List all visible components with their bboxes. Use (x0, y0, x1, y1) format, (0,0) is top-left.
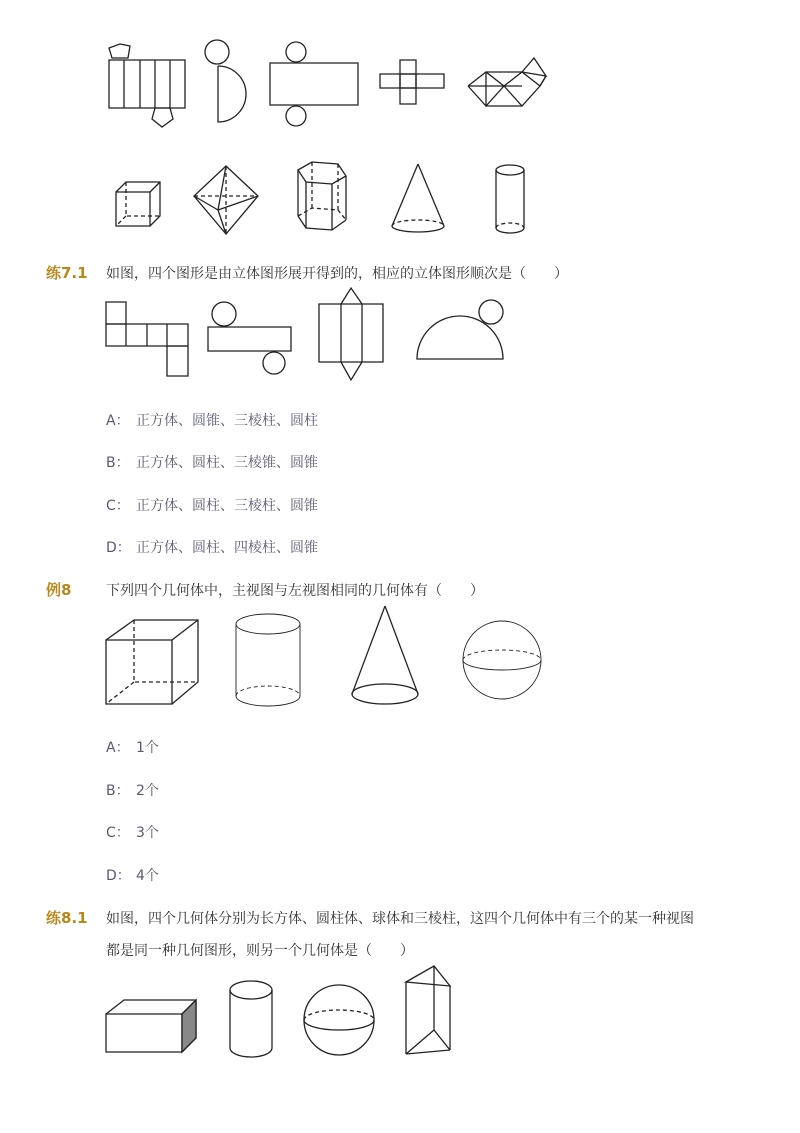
option-text: 4个 (136, 868, 159, 884)
option-key: D： (106, 868, 131, 884)
option-text: 正方体、圆柱、三棱柱、圆锥 (136, 498, 318, 514)
octahedron-solid (194, 166, 258, 234)
option-key: D： (106, 540, 131, 556)
exercise-8-1-label: 练8.1 (46, 909, 88, 927)
nets-figure-row-top (100, 36, 560, 128)
pentagonal-prism-net (109, 44, 185, 127)
option-key: C： (106, 825, 130, 841)
triangular-prism-net (319, 288, 383, 380)
cone-solid-2 (352, 606, 418, 704)
sphere-solid-2 (304, 985, 374, 1055)
sphere-solid (463, 621, 541, 699)
example-8-option-d[interactable] (106, 865, 159, 885)
cylinder-solid (496, 165, 524, 233)
solids-figure-row-top (100, 158, 540, 238)
exercise-7-1-question: 如图，四个图形是由立体图形展开得到的，相应的立体图形顺次是（ ） (106, 266, 568, 282)
option-key: B： (106, 455, 130, 471)
cone-solid (392, 164, 444, 232)
cylinder-solid-2 (236, 614, 300, 706)
exercise-8-1-question-line-1: 如图，四个几何体分别为长方体、圆柱体、球体和三棱柱，这四个几何体中有三个的某一种视图 (106, 911, 694, 927)
cylinder-solid-3 (230, 981, 272, 1057)
exercise-7-1-option-d[interactable] (106, 537, 318, 557)
cylinder-net (270, 42, 358, 126)
example-8-option-a[interactable] (106, 737, 159, 757)
exercise-7-1-option-b[interactable] (106, 452, 318, 472)
option-text: 2个 (136, 783, 159, 799)
cuboid-solid (106, 1000, 196, 1052)
exercise-7-1-nets-figure (100, 284, 520, 384)
example-8-question: 下列四个几何体中，主视图与左视图相同的几何体有（ ） (106, 583, 484, 599)
option-text: 正方体、圆柱、三棱锥、圆锥 (136, 455, 318, 471)
example-8-solids-figure (100, 602, 550, 712)
example-8-label: 例8 (46, 581, 72, 599)
option-key: C： (106, 498, 130, 514)
triangle-strip-net (468, 58, 546, 106)
option-key: A： (106, 413, 130, 429)
example-8-option-b[interactable] (106, 780, 159, 800)
option-key: A： (106, 740, 130, 756)
option-text: 正方体、圆锥、三棱柱、圆柱 (136, 413, 318, 429)
cylinder-net-2 (208, 302, 291, 374)
option-text: 正方体、圆柱、四棱柱、圆锥 (136, 540, 318, 556)
triangular-prism-solid (406, 966, 450, 1054)
cube-solid-2 (106, 620, 198, 704)
cone-net (205, 40, 246, 122)
option-text: 1个 (136, 740, 159, 756)
exercise-7-1-option-c[interactable] (106, 495, 318, 515)
cube-solid (116, 182, 160, 226)
cube-cross-net (380, 60, 444, 104)
cone-net-2 (417, 300, 503, 359)
example-8-option-c[interactable] (106, 822, 159, 842)
option-text: 3个 (136, 825, 159, 841)
hexagonal-prism-solid (298, 162, 346, 230)
exercise-8-1-solids-figure (100, 962, 470, 1062)
option-key: B： (106, 783, 130, 799)
exercise-7-1-option-a[interactable] (106, 410, 318, 430)
cube-staircase-net (106, 302, 188, 376)
exercise-7-1-label: 练7.1 (46, 264, 88, 282)
exercise-8-1-question-line-2: 都是同一种几何图形，则另一个几何体是（ ） (106, 943, 414, 959)
